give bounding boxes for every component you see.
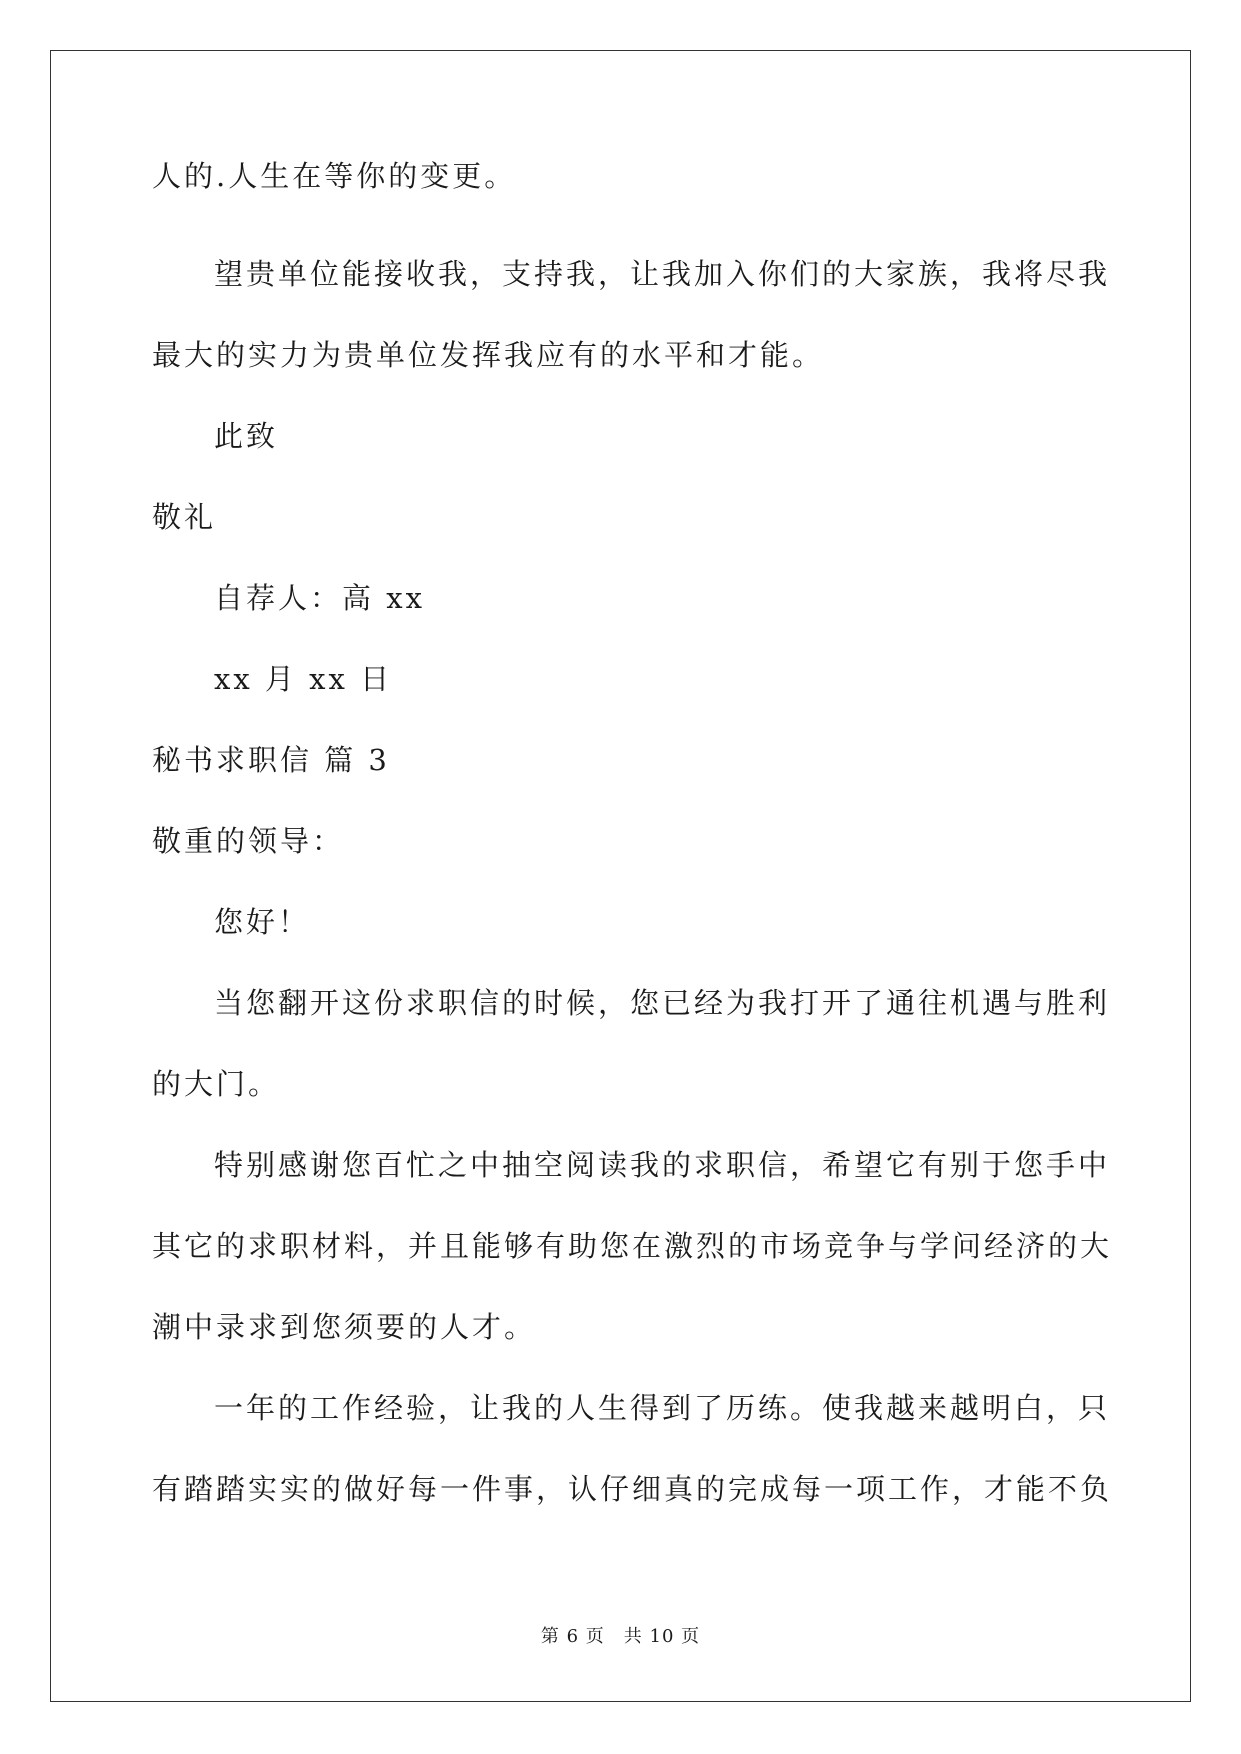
- text-line: 望贵单位能接收我，支持我，让我加入你们的大家族，我将尽我: [214, 257, 1111, 291]
- text-line: 敬礼: [152, 500, 217, 534]
- text-line: 当您翻开这份求职信的时候，您已经为我打开了通往机遇与胜利: [214, 986, 1111, 1020]
- text-line: 特别感谢您百忙之中抽空阅读我的求职信，希望它有别于您手中: [214, 1148, 1111, 1182]
- text-line: 此致: [214, 419, 279, 453]
- text-line: 自荐人：高 xx: [214, 581, 425, 615]
- section-heading: 秘书求职信 篇 3: [152, 743, 390, 777]
- text-line: 的大门。: [152, 1067, 281, 1101]
- page-border: [50, 50, 1191, 1702]
- text-line: 敬重的领导：: [152, 824, 345, 858]
- text-line: 一年的工作经验，让我的人生得到了历练。使我越来越明白，只: [214, 1391, 1111, 1425]
- text-line: xx 月 xx 日: [214, 662, 393, 696]
- page-number: 第 6 页 共 10 页: [540, 1626, 701, 1647]
- text-line: 其它的求职材料，并且能够有助您在激烈的市场竞争与学问经济的大: [152, 1229, 1113, 1263]
- text-line: 您好！: [214, 905, 311, 939]
- text-line: 有踏踏实实的做好每一件事，认仔细真的完成每一项工作，才能不负: [152, 1472, 1113, 1506]
- text-line: 潮中录求到您须要的人才。: [152, 1310, 537, 1344]
- text-line: 最大的实力为贵单位发挥我应有的水平和才能。: [152, 338, 825, 372]
- text-line: 人的.人生在等你的变更。: [152, 159, 517, 193]
